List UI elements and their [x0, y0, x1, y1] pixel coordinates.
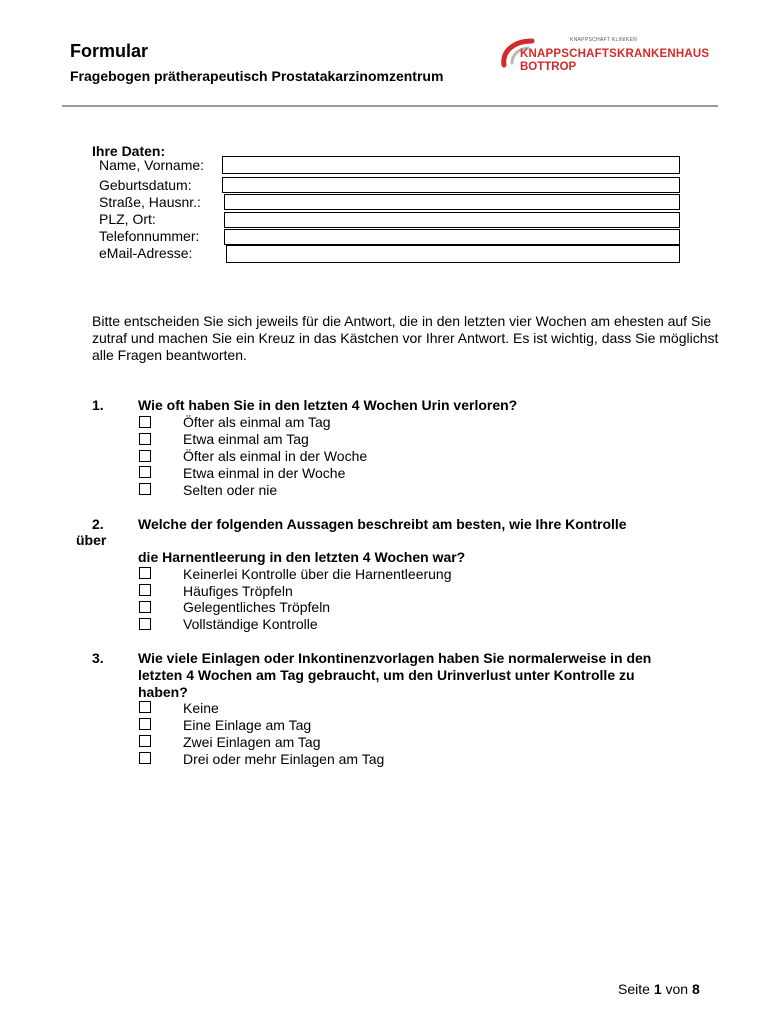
- question-2-text-wrap: über: [76, 532, 107, 548]
- birthdate-label: Geburtsdatum:: [99, 177, 192, 193]
- page-total: 8: [691, 981, 700, 997]
- question-3-number: 3.: [92, 650, 104, 666]
- name-label: Name, Vorname:: [99, 157, 205, 173]
- q2-option-2-checkbox[interactable]: [139, 584, 151, 596]
- q2-option-4-checkbox[interactable]: [139, 618, 151, 630]
- q3-option-2-label: Eine Einlage am Tag: [183, 717, 312, 733]
- q2-option-3-checkbox[interactable]: [139, 601, 151, 613]
- q1-option-5-checkbox[interactable]: [139, 483, 151, 495]
- header-divider: [62, 105, 718, 107]
- q2-option-4-label: Vollständige Kontrolle: [183, 616, 318, 632]
- q1-option-3-label: Öfter als einmal in der Woche: [183, 448, 368, 464]
- q3-option-3-checkbox[interactable]: [139, 735, 151, 747]
- logo-arc-icon: [498, 35, 538, 85]
- q2-option-1-checkbox[interactable]: [139, 567, 151, 579]
- logo-small-text: KNAPPSCHAFT KLINIKEN: [570, 37, 638, 43]
- street-field[interactable]: [224, 194, 680, 210]
- q1-option-1-checkbox[interactable]: [139, 416, 151, 428]
- q2-option-3-label: Gelegentliches Tröpfeln: [183, 599, 331, 615]
- q2-option-1-label: Keinerlei Kontrolle über die Harnentleerung: [183, 566, 452, 582]
- q3-option-4-checkbox[interactable]: [139, 752, 151, 764]
- email-label: eMail-Adresse:: [99, 245, 193, 261]
- q1-option-4-checkbox[interactable]: [139, 466, 151, 478]
- q1-option-3-checkbox[interactable]: [139, 450, 151, 462]
- personal-data-heading: Ihre Daten:: [92, 143, 166, 159]
- logo-line-1: KNAPPSCHAFTSKRANKENHAUS: [520, 48, 710, 60]
- q2-option-2-label: Häufiges Tröpfeln: [183, 583, 293, 599]
- q1-option-1-label: Öfter als einmal am Tag: [183, 414, 331, 430]
- question-3-text-line-2: letzten 4 Wochen am Tag gebraucht, um den Urinverlust unter Kontrolle zu: [138, 667, 635, 683]
- page-current: 1: [653, 981, 662, 997]
- question-2-number: 2.: [92, 516, 104, 532]
- logo-line-2: BOTTROP: [520, 61, 577, 73]
- street-label: Straße, Hausnr.:: [99, 194, 201, 210]
- page-middle: von: [665, 981, 689, 997]
- q3-option-1-checkbox[interactable]: [139, 701, 151, 713]
- city-field[interactable]: [224, 212, 680, 228]
- form-subtitle: Fragebogen prätherapeutisch Prostatakarzinomzentrum: [70, 68, 444, 84]
- phone-label: Telefonnummer:: [99, 228, 200, 244]
- birthdate-field[interactable]: [222, 177, 680, 193]
- question-1-number: 1.: [92, 397, 104, 413]
- question-3-text-line-1: Wie viele Einlagen oder Inkontinenzvorlagen haben Sie normalerweise in den: [138, 650, 652, 666]
- q3-option-1-label: Keine: [183, 700, 219, 716]
- q1-option-4-label: Etwa einmal in der Woche: [183, 465, 346, 481]
- phone-field[interactable]: [224, 229, 680, 245]
- q1-option-2-checkbox[interactable]: [139, 433, 151, 445]
- name-field[interactable]: [222, 156, 680, 174]
- question-1-text: Wie oft haben Sie in den letzten 4 Wochen Urin verloren?: [138, 397, 518, 413]
- q3-option-2-checkbox[interactable]: [139, 718, 151, 730]
- q3-option-3-label: Zwei Einlagen am Tag: [183, 734, 321, 750]
- page-number: [618, 981, 700, 997]
- form-title: Formular: [70, 41, 149, 61]
- page-prefix: Seite: [618, 981, 650, 997]
- q1-option-2-label: Etwa einmal am Tag: [183, 431, 309, 447]
- email-field[interactable]: [226, 245, 680, 263]
- q3-option-4-label: Drei oder mehr Einlagen am Tag: [183, 751, 385, 767]
- hospital-logo: [498, 35, 728, 85]
- city-label: PLZ, Ort:: [99, 211, 156, 227]
- question-3-text-line-3: haben?: [138, 684, 188, 700]
- instructions-text: Bitte entscheiden Sie sich jeweils für die Antwort, die in den letzten vier Wochen am ehesten auf Sie zutraf und machen Sie ein Kreuz in das Kästchen vor Ihrer Antwort. Es ist wichtig, dass Sie möglichst alle Fragen beantworten.: [92, 313, 719, 363]
- q1-option-5-label: Selten oder nie: [183, 482, 278, 498]
- question-2-text-line-2: die Harnentleerung in den letzten 4 Wochen war?: [138, 549, 466, 565]
- question-2-text-line-1: Welche der folgenden Aussagen beschreibt am besten, wie Ihre Kontrolle: [138, 516, 627, 532]
